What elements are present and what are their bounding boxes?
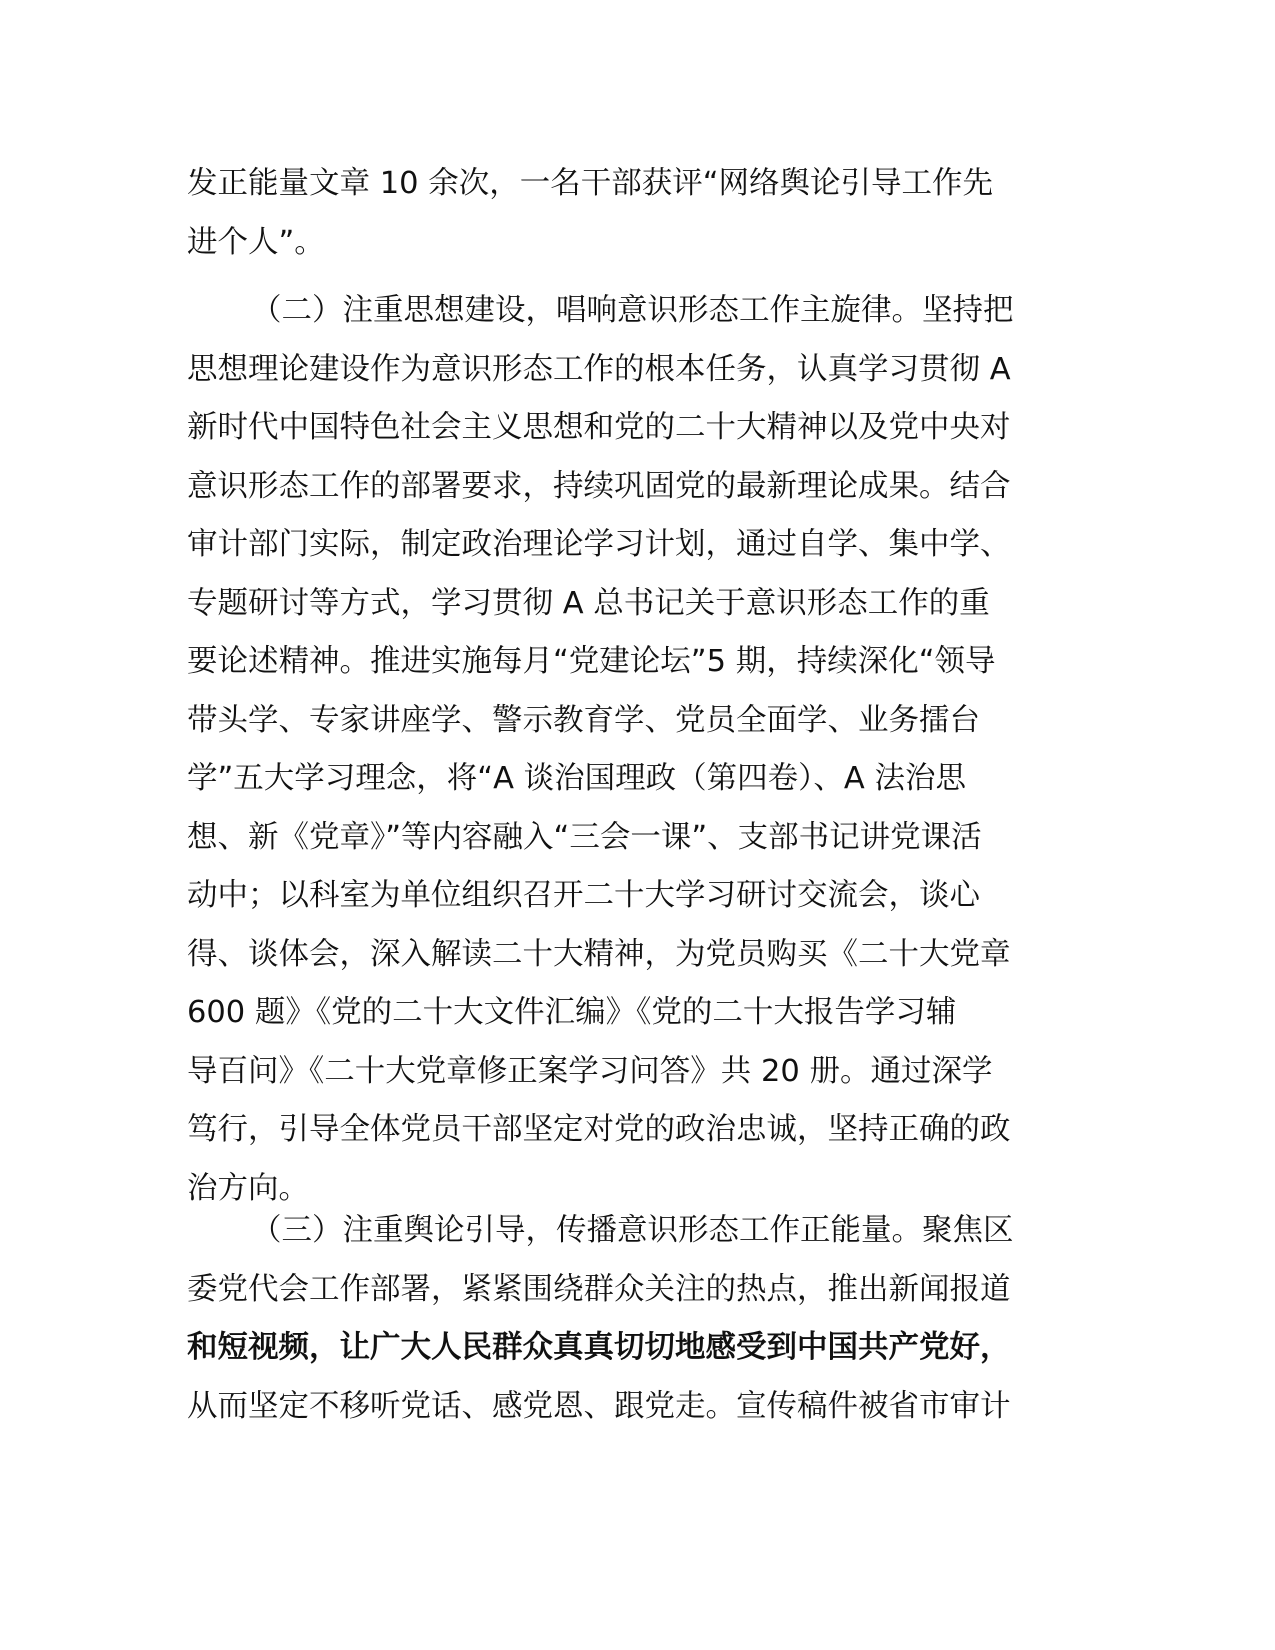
text-line: 从而坚定不移听党话、感党恩、跟党走。宣传稿件被省市审计	[187, 1388, 1011, 1424]
paragraph-continued	[187, 155, 1087, 272]
paragraph-heading-line: （二）注重思想建设，唱响意识形态工作主旋律。坚持把	[251, 293, 1014, 328]
text-line: 600 题》《党的二十大文件汇编》《党的二十大报告学习辅	[187, 995, 957, 1030]
text-line: 发正能量文章 10 余次，一名干部获评“网络舆论引导工作先	[187, 166, 993, 201]
text-line: 思想理论建设作为意识形态工作的根本任务，认真学习贯彻 A	[187, 351, 1011, 387]
text-line: 笃行，引导全体党员干部坚定对党的政治忠诚，坚持正确的政	[187, 1112, 1011, 1147]
text-line: 治方向。	[187, 1170, 309, 1206]
text-line: 动中；以科室为单位组织召开二十大学习研讨交流会，谈心	[187, 878, 980, 913]
text-line: 委党代会工作部署，紧紧围绕群众关注的热点，推出新闻报道	[187, 1271, 1011, 1307]
text-line: 审计部门实际，制定政治理论学习计划，通过自学、集中学、	[187, 527, 1011, 562]
text-line: 进个人”。	[187, 224, 325, 260]
paragraph-heading-line: （三）注重舆论引导，传播意识形态工作正能量。聚焦区	[251, 1213, 1014, 1248]
text-line: 专题研讨等方式，学习贯彻 A 总书记关于意识形态工作的重	[187, 585, 990, 621]
text-line: 意识形态工作的部署要求，持续巩固党的最新理论成果。结合	[187, 468, 1011, 504]
text-line: 想、新《党章》”等内容融入“三会一课”、支部书记讲党课活	[187, 819, 982, 855]
text-line: 得、谈体会，深入解读二十大精神，为党员购买《二十大党章	[187, 936, 1011, 972]
text-line: 学”五大学习理念，将“A 谈治国理政（第四卷）、A 法治思	[187, 761, 966, 796]
paragraph-ideological-construction	[187, 282, 1087, 1218]
text-line: 导百问》《二十大党章修正案学习问答》共 20 册。通过深学	[187, 1053, 993, 1089]
text-line: 带头学、专家讲座学、警示教育学、党员全面学、业务擂台	[187, 702, 980, 738]
text-line: 要论述精神。推进实施每月“党建论坛”5 期，持续深化“领导	[187, 644, 996, 679]
text-line-bold: 和短视频，让广大人民群众真真切切地感受到中国共产党好，	[187, 1330, 1011, 1365]
text-line: 新时代中国特色社会主义思想和党的二十大精神以及党中央对	[187, 410, 1011, 445]
paragraph-public-opinion	[187, 1202, 1087, 1436]
